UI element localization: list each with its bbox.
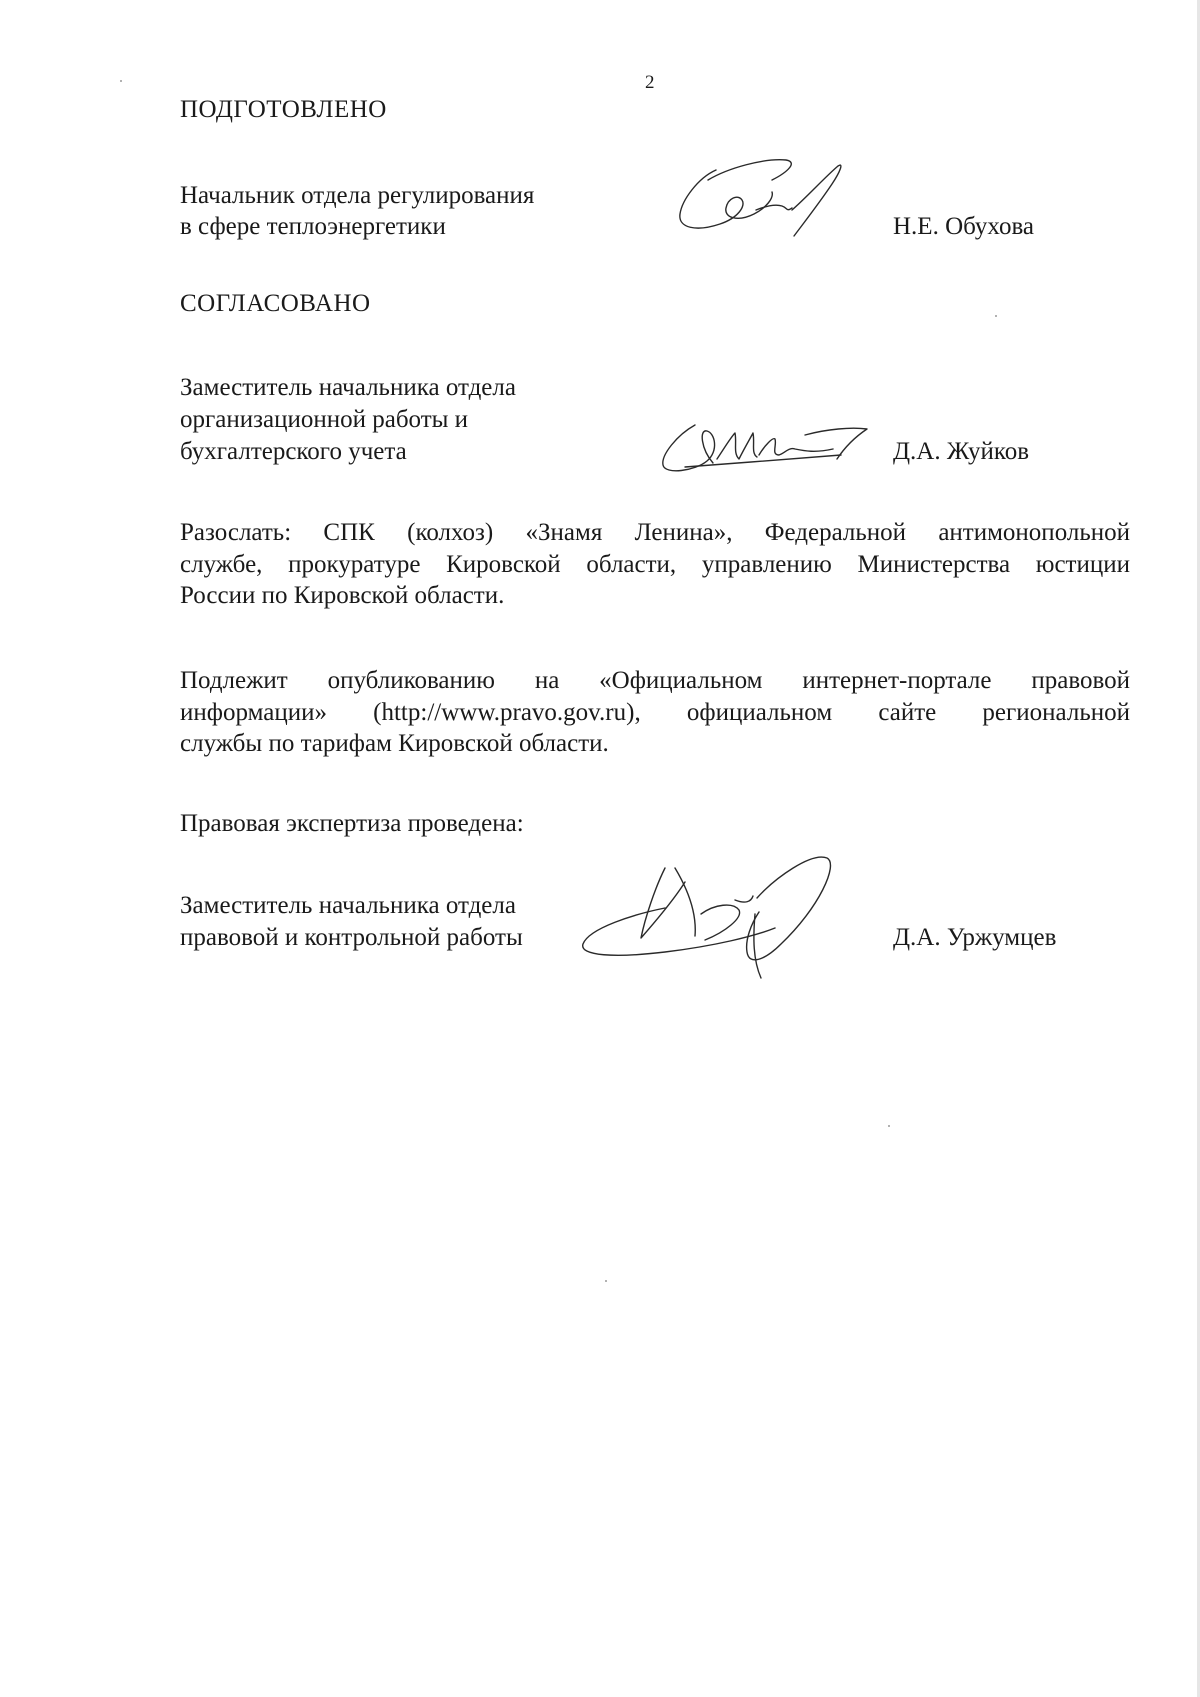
legal-review-name: Д.А. Уржумцев	[893, 924, 1057, 951]
publication-paragraph	[180, 665, 1130, 760]
legal-review-position-line-1: Заместитель начальника отдела	[180, 892, 516, 919]
prepared-heading: ПОДГОТОВЛЕНО	[180, 96, 387, 123]
distribution-line-3: России по Кировской области.	[180, 582, 505, 609]
agreed-position-line-1: Заместитель начальника отдела	[180, 374, 516, 401]
publication-line-2: информации» (http://www.pravo.gov.ru), официальном сайте региональной	[180, 698, 1130, 726]
agreed-name: Д.А. Жуйков	[893, 438, 1030, 465]
prepared-position-line-2: в сфере теплоэнергетики	[180, 213, 446, 240]
signature-zhuikov	[655, 415, 895, 480]
legal-review-heading: Правовая экспертиза проведена:	[180, 810, 524, 837]
distribution-line-2: службе, прокуратуре Кировской области, управлению Министерства юстиции	[180, 550, 1130, 578]
prepared-position-line-1: Начальник отдела регулирования	[180, 182, 535, 209]
publication-line-3: службы по тарифам Кировской области.	[180, 730, 609, 757]
agreed-position-line-2: организационной работы и	[180, 406, 469, 433]
publication-line-1: Подлежит опубликованию на «Официальном интернет-портале правовой	[180, 667, 1130, 694]
legal-review-position-line-2: правовой и контрольной работы	[180, 924, 523, 951]
distribution-line-1: Разослать: СПК (колхоз) «Знамя Ленина», Федеральной антимонопольной	[180, 519, 1130, 546]
distribution-paragraph	[180, 517, 1130, 612]
agreed-heading: СОГЛАСОВАНО	[180, 290, 371, 317]
scan-speck	[605, 1280, 607, 1282]
scan-speck	[995, 315, 997, 317]
signature-obukhova	[668, 150, 868, 245]
agreed-position-line-3: бухгалтерского учета	[180, 438, 407, 465]
scan-speck	[120, 80, 122, 82]
signature-urzhumtsev	[575, 848, 875, 983]
prepared-name: Н.Е. Обухова	[893, 213, 1035, 240]
scan-speck	[888, 1125, 890, 1127]
page-number: 2	[645, 72, 655, 93]
